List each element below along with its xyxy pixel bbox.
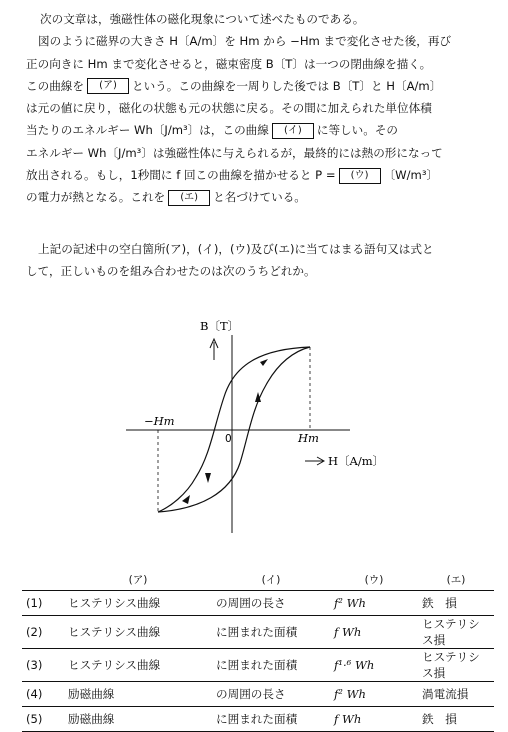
choice-cell: の周囲の長さ — [216, 687, 286, 701]
table-row — [22, 649, 494, 682]
table-row — [22, 682, 494, 707]
neg-hm-label: −Hm — [144, 414, 175, 428]
choice-number: (5) — [26, 712, 43, 726]
hysteresis-graph — [110, 305, 385, 535]
paragraph-line — [26, 75, 494, 97]
table-row — [22, 591, 494, 616]
table-header: (ウ) — [364, 573, 384, 586]
table-header — [22, 568, 64, 591]
blank-b-box: (イ) — [272, 123, 314, 139]
choice-number: (3) — [26, 658, 43, 672]
text-fragment: と名づけている。 — [213, 190, 306, 205]
choice-cell: ヒステリシス損 — [422, 617, 480, 647]
origin-label: 0 — [225, 433, 232, 445]
choice-cell: ヒステリシス曲線 — [68, 625, 161, 639]
hm-label: Hm — [298, 431, 319, 445]
choice-cell: に囲まれた面積 — [216, 625, 298, 639]
text-fragment: 〔W/m³〕 — [383, 168, 439, 183]
text-fragment: の電力が熱となる。これを — [26, 190, 166, 205]
choice-cell: ヒステリシス損 — [422, 650, 480, 680]
choice-cell: ヒステリシス曲線 — [68, 658, 161, 672]
choice-number: (2) — [26, 625, 43, 639]
blank-d-box: (エ) — [168, 190, 210, 206]
paragraph-line: して，正しいものを組み合わせたのは次のうちどれか。 — [26, 264, 316, 279]
blank-c-box: (ウ) — [339, 168, 381, 184]
text-fragment: 放出される。もし，1秒間に f 回この曲線を描かせると P = — [26, 168, 336, 183]
paragraph-line: 上記の記述中の空白箇所(ア)，(イ)，(ウ)及び(エ)に当てはまる語句又は式と — [38, 242, 434, 256]
paragraph-line — [26, 186, 494, 208]
text-fragment: に等しい。その — [316, 123, 399, 138]
direction-arrow — [205, 473, 211, 483]
question-paragraph — [26, 8, 494, 209]
table-header: (イ) — [261, 573, 281, 586]
table-row — [22, 616, 494, 649]
choice-formula: f² Wh — [334, 687, 367, 701]
text-fragment: 当たりのエネルギー Wh〔J/m³〕は，この曲線 — [26, 123, 269, 138]
paragraph-line: 次の文章は，強磁性体の磁化現象について述べたものである。 — [40, 12, 365, 26]
choice-cell: の周囲の長さ — [216, 596, 286, 610]
b-axis-label: B〔T〕 — [200, 319, 240, 333]
choice-cell: に囲まれた面積 — [216, 658, 298, 672]
direction-arrow — [260, 359, 268, 366]
choice-number: (1) — [26, 596, 43, 610]
table-header-row — [22, 568, 494, 591]
instruction-paragraph — [26, 238, 494, 283]
choice-cell: ヒステリシス曲線 — [68, 596, 161, 610]
choice-cell: 励磁曲線 — [68, 687, 115, 701]
paragraph-line — [26, 119, 494, 141]
choice-cell: 渦電流損 — [422, 687, 469, 701]
answer-table — [22, 568, 494, 732]
paragraph-line — [26, 164, 494, 186]
table-row — [22, 707, 494, 732]
table-header: (ア) — [128, 573, 148, 586]
choice-cell: に囲まれた面積 — [216, 712, 298, 726]
direction-arrow — [182, 495, 190, 504]
paragraph-line: は元の値に戻り，磁化の状態も元の状態に戻る。その間に加えられた単位体積 — [26, 101, 432, 116]
choice-formula: f Wh — [334, 712, 362, 726]
text-fragment: この曲線を — [26, 78, 84, 93]
choice-cell: 励磁曲線 — [68, 712, 115, 726]
blank-a-box: (ア) — [87, 78, 129, 94]
text-fragment: という。この曲線を一周りした後では B〔T〕と H〔A/m〕 — [131, 78, 442, 93]
choice-formula: f² Wh — [334, 596, 367, 610]
choice-number: (4) — [26, 687, 43, 701]
choice-cell: 鉄 損 — [422, 596, 457, 610]
choice-formula: f Wh — [334, 625, 362, 639]
paragraph-line: 図のように磁界の大きさ H〔A/m〕を Hm から −Hm まで変化させた後，再び — [38, 34, 452, 49]
paragraph-line: エネルギー Wh〔J/m³〕は強磁性体に与えられるが，最終的には熱の形になって — [26, 145, 443, 160]
paragraph-line: 正の向きに Hm まで変化させると，磁束密度 B〔T〕は一つの閉曲線を描く。 — [26, 56, 432, 71]
choice-cell: 鉄 損 — [422, 712, 457, 726]
choice-formula: f¹·⁶ Wh — [334, 658, 375, 672]
table-header: (エ) — [446, 573, 466, 586]
h-axis-label: H〔A/m〕 — [328, 454, 385, 468]
